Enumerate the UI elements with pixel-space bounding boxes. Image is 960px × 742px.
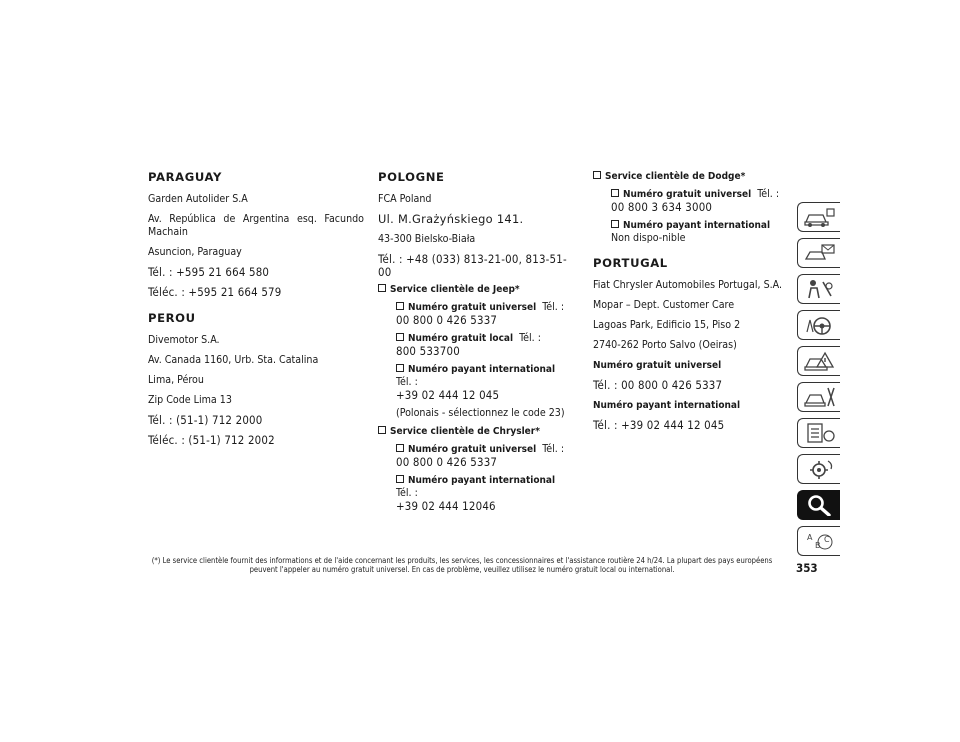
- heading-paraguay: PARAGUAY: [148, 170, 222, 184]
- tab-specifications[interactable]: [797, 418, 840, 448]
- checkbox-icon: [611, 220, 619, 228]
- checkbox-icon: [396, 364, 404, 372]
- tab-safety[interactable]: [797, 274, 840, 304]
- tab-emergency[interactable]: [797, 346, 840, 376]
- heading-perou: PEROU: [148, 311, 196, 325]
- paraguay-line: Tél. : +595 21 664 580: [148, 265, 270, 279]
- service-tools-icon: [803, 386, 837, 408]
- perou-line: Tél. : (51-1) 712 2000: [148, 413, 263, 427]
- dodge-service-heading: Service clientèle de Dodge*: [593, 170, 793, 183]
- heading-pologne: POLOGNE: [378, 170, 445, 184]
- paraguay-line: Asuncion, Paraguay: [148, 246, 242, 258]
- checkbox-icon: [593, 171, 601, 179]
- pologne-street: Ul. M.Grażyńskiego 141.: [378, 212, 524, 226]
- list-item: Numéro gratuit universel Tél. : 00 800 0 426 5337: [396, 443, 565, 469]
- tab-service[interactable]: [797, 382, 840, 412]
- perou-line: Téléc. : (51-1) 712 2002: [148, 433, 275, 447]
- column-right: [593, 170, 793, 439]
- language-index-icon: [803, 530, 837, 552]
- tab-customer-assistance[interactable]: [797, 490, 840, 520]
- heading-portugal: PORTUGAL: [593, 256, 668, 270]
- svg-text:C: C: [824, 535, 830, 544]
- tab-multimedia[interactable]: [797, 454, 840, 484]
- list-item: Numéro gratuit universel Tél. : 00 800 0 426 5337: [396, 301, 565, 327]
- chrysler-service-heading: Service clientèle de Chrysler*: [378, 425, 574, 438]
- pologne-company: FCA Poland: [378, 193, 432, 205]
- portugal-free-label: Numéro gratuit universel: [593, 360, 722, 371]
- portugal-line: 2740-262 Porto Salvo (Oeiras): [593, 339, 737, 351]
- checkbox-icon: [396, 475, 404, 483]
- page-number: 353: [796, 561, 818, 575]
- tab-messages[interactable]: [797, 238, 840, 268]
- perou-line: Lima, Pérou: [148, 374, 204, 386]
- pologne-phone: Tél. : +48 (033) 813-21-00, 813-51-00: [378, 252, 567, 279]
- message-icon: [803, 242, 837, 264]
- pologne-city: 43-300 Bielsko-Biała: [378, 233, 476, 245]
- tab-index[interactable]: [797, 526, 840, 556]
- footnote: (*) Le service clientèle fournit des informations et de l'aide concernant les produits, les services, les concessionnaires et l'assistance routière 24 h/24. La plupart des pays européens peuvent l'appeler au numéro gratuit universel. En cas de problème, veuillez utilisez le numéro gratuit local ou international.: [151, 556, 773, 574]
- checkbox-icon: [378, 426, 386, 434]
- search-icon: [803, 494, 837, 516]
- checkbox-icon: [378, 284, 386, 292]
- perou-line: Zip Code Lima 13: [148, 394, 232, 406]
- column-left: [148, 170, 364, 454]
- tab-driving[interactable]: [797, 310, 840, 340]
- tab-car-info[interactable]: [797, 202, 840, 232]
- svg-text:B: B: [815, 541, 821, 550]
- svg-text:A: A: [807, 533, 813, 542]
- car-info-icon: [803, 206, 837, 228]
- checkbox-icon: [396, 444, 404, 452]
- crash-icon: [803, 350, 837, 372]
- safety-icon: [803, 278, 837, 300]
- perou-line: Divemotor S.A.: [148, 334, 220, 346]
- checklist-icon: [803, 422, 837, 444]
- column-middle: [378, 170, 574, 518]
- portugal-line: Mopar – Dept. Customer Care: [593, 299, 735, 311]
- portugal-free-number: Tél. : 00 800 0 426 5337: [593, 378, 723, 392]
- list-item: Numéro payant international Tél. : +39 02 444 12046: [396, 475, 556, 513]
- portugal-line: Fiat Chrysler Automobiles Portugal, S.A.: [593, 279, 783, 291]
- checkbox-icon: [396, 333, 404, 341]
- list-item: Numéro payant international Tél. : +39 02 444 12 045 (Polonais - sélectionnez le code 23): [396, 364, 565, 419]
- jeep-service-heading: Service clientèle de Jeep*: [378, 283, 574, 296]
- portugal-intl-label: Numéro payant international: [593, 400, 741, 411]
- chapter-tabs: [797, 202, 841, 562]
- list-item: Numéro payant international Non dispo-nible: [611, 220, 771, 244]
- gear-settings-icon: [803, 458, 837, 480]
- perou-line: Av. Canada 1160, Urb. Sta. Catalina: [148, 354, 319, 366]
- portugal-intl-number: Tél. : +39 02 444 12 045: [593, 418, 725, 432]
- checkbox-icon: [396, 302, 404, 310]
- list-item: Numéro gratuit universel Tél. : 00 800 3 634 3000: [611, 188, 780, 214]
- paraguay-line: Garden Autolider S.A: [148, 193, 248, 205]
- portugal-line: Lagoas Park, Edificio 15, Piso 2: [593, 319, 741, 331]
- list-item: Numéro gratuit local Tél. : 800 533700: [396, 332, 541, 358]
- paraguay-line: Av. República de Argentina esq. Facundo Machain: [148, 213, 364, 238]
- paraguay-line: Téléc. : +595 21 664 579: [148, 285, 282, 299]
- checkbox-icon: [611, 189, 619, 197]
- steering-wheel-icon: [803, 314, 837, 336]
